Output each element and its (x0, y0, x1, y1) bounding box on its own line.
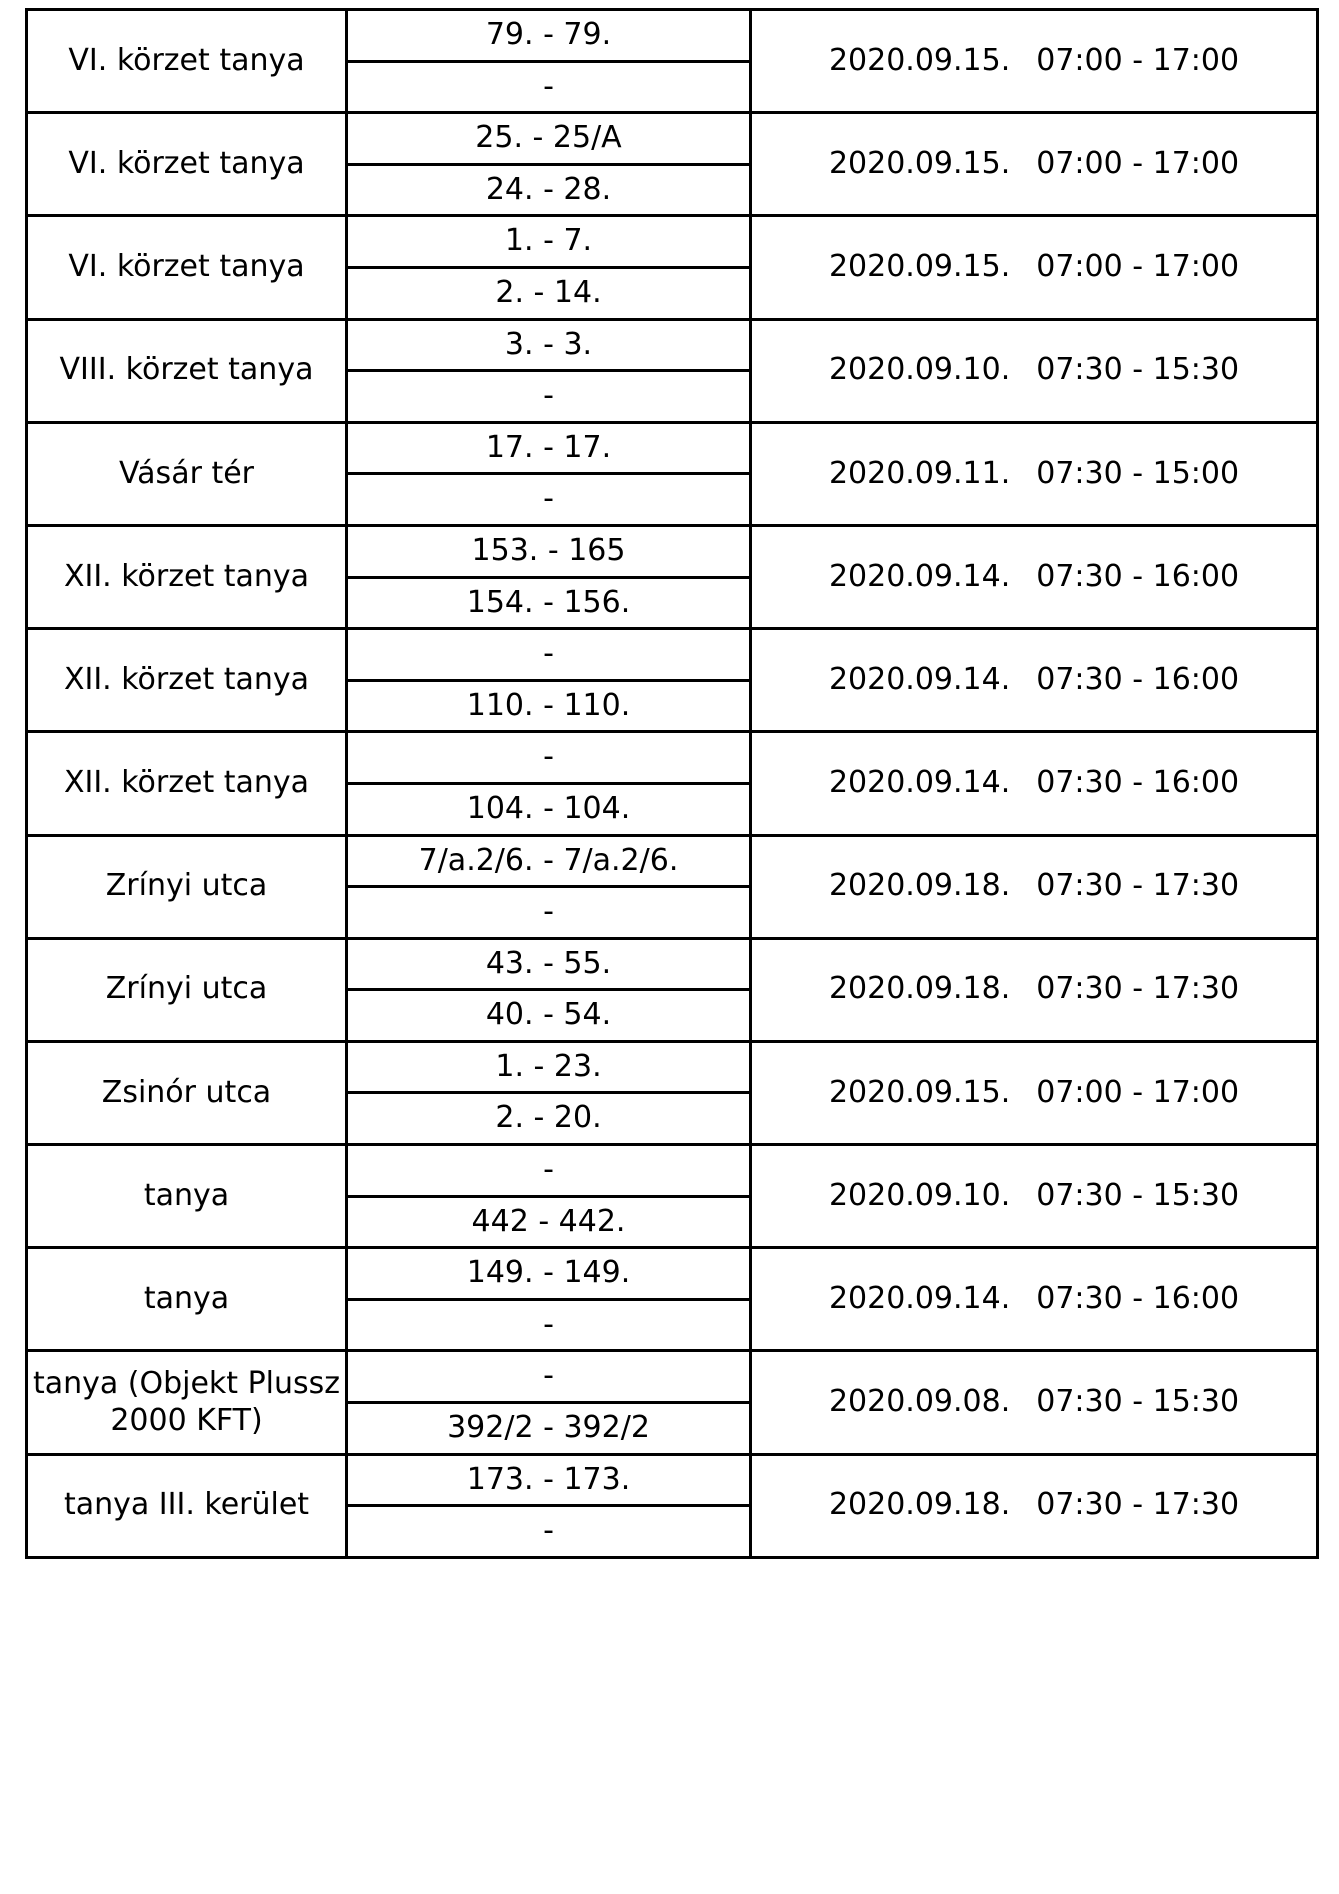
service-time-range: 07:30 - 15:30 (1036, 1384, 1240, 1420)
cell-house-numbers (347, 1041, 751, 1144)
cell-date-time (751, 1041, 1318, 1144)
table-row (27, 629, 1318, 732)
cell-place: Zsinór utca (27, 1041, 347, 1144)
table-row (27, 1351, 1318, 1454)
table-row (27, 113, 1318, 216)
table-row (27, 422, 1318, 525)
service-time-range: 07:30 - 15:30 (1036, 352, 1240, 388)
cell-place: XII. körzet tanya (27, 629, 347, 732)
cell-place: VI. körzet tanya (27, 10, 347, 113)
service-date: 2020.09.11. (828, 455, 1011, 491)
table-row (27, 1041, 1318, 1144)
house-numbers-odd: 149. - 149. (348, 1249, 749, 1301)
service-time-range: 07:30 - 17:30 (1036, 1487, 1240, 1523)
table-row (27, 216, 1318, 319)
cell-place: Vásár tér (27, 422, 347, 525)
service-time-range: 07:00 - 17:00 (1036, 1074, 1240, 1110)
service-date: 2020.09.15. (828, 1074, 1011, 1110)
service-date: 2020.09.14. (828, 661, 1011, 697)
cell-date-time (751, 1454, 1318, 1557)
service-date: 2020.09.15. (828, 42, 1011, 78)
cell-house-numbers (347, 1351, 751, 1454)
cell-place: VI. körzet tanya (27, 216, 347, 319)
cell-date-time (751, 1248, 1318, 1351)
cell-place: tanya (27, 1145, 347, 1248)
cell-house-numbers (347, 938, 751, 1041)
house-numbers-odd: 3. - 3. (348, 321, 749, 373)
house-numbers-odd: 1. - 23. (348, 1043, 749, 1095)
house-numbers-odd: - (348, 1352, 749, 1404)
service-date: 2020.09.14. (828, 558, 1011, 594)
table-row (27, 10, 1318, 113)
house-numbers-odd: - (348, 733, 749, 785)
service-date: 2020.09.10. (828, 352, 1011, 388)
schedule-table (25, 8, 1319, 1559)
house-numbers-even: - (543, 68, 554, 104)
house-numbers-even: 24. - 28. (485, 171, 612, 207)
cell-date-time (751, 938, 1318, 1041)
service-time-range: 07:30 - 15:30 (1036, 1177, 1240, 1213)
house-numbers-odd: 7/a.2/6. - 7/a.2/6. (348, 837, 749, 889)
service-date: 2020.09.15. (828, 249, 1011, 285)
service-time-range: 07:30 - 17:30 (1036, 971, 1240, 1007)
cell-place: tanya (27, 1248, 347, 1351)
service-date: 2020.09.10. (828, 1177, 1011, 1213)
house-numbers-even: - (543, 481, 554, 517)
cell-place: tanya III. kerület (27, 1454, 347, 1557)
service-time-range: 07:30 - 17:30 (1036, 868, 1240, 904)
house-numbers-odd: 17. - 17. (348, 424, 749, 476)
service-date: 2020.09.18. (828, 1487, 1011, 1523)
cell-house-numbers (347, 1145, 751, 1248)
cell-house-numbers (347, 1454, 751, 1557)
cell-date-time (751, 10, 1318, 113)
table-row (27, 938, 1318, 1041)
cell-house-numbers (347, 1248, 751, 1351)
table-row (27, 319, 1318, 422)
cell-place: VI. körzet tanya (27, 113, 347, 216)
service-date: 2020.09.18. (828, 971, 1011, 1007)
service-time-range: 07:00 - 17:00 (1036, 249, 1240, 285)
cell-place: VIII. körzet tanya (27, 319, 347, 422)
cell-house-numbers (347, 835, 751, 938)
cell-place: tanya (Objekt Plussz 2000 KFT) (27, 1351, 347, 1454)
cell-house-numbers (347, 732, 751, 835)
house-numbers-even: 40. - 54. (485, 997, 612, 1033)
cell-date-time (751, 216, 1318, 319)
house-numbers-even: - (543, 894, 554, 930)
service-time-range: 07:30 - 16:00 (1036, 1281, 1240, 1317)
service-time-range: 07:00 - 17:00 (1036, 42, 1240, 78)
house-numbers-even: - (543, 1306, 554, 1342)
service-date: 2020.09.18. (828, 868, 1011, 904)
cell-house-numbers (347, 216, 751, 319)
service-time-range: 07:30 - 16:00 (1036, 558, 1240, 594)
service-time-range: 07:30 - 15:00 (1036, 455, 1240, 491)
cell-place: XII. körzet tanya (27, 525, 347, 628)
service-date: 2020.09.15. (828, 145, 1011, 181)
house-numbers-odd: 153. - 165 (348, 527, 749, 579)
service-date: 2020.09.14. (828, 1281, 1011, 1317)
table-row (27, 525, 1318, 628)
house-numbers-odd: - (348, 1146, 749, 1198)
service-time-range: 07:00 - 17:00 (1036, 145, 1240, 181)
cell-date-time (751, 422, 1318, 525)
cell-date-time (751, 113, 1318, 216)
cell-house-numbers (347, 525, 751, 628)
cell-house-numbers (347, 319, 751, 422)
cell-date-time (751, 732, 1318, 835)
house-numbers-odd: 43. - 55. (348, 940, 749, 992)
table-row (27, 1145, 1318, 1248)
house-numbers-even: 442 - 442. (471, 1203, 626, 1239)
table-row (27, 835, 1318, 938)
house-numbers-even: - (543, 378, 554, 414)
cell-place: Zrínyi utca (27, 835, 347, 938)
cell-date-time (751, 319, 1318, 422)
table-row (27, 1454, 1318, 1557)
cell-house-numbers (347, 629, 751, 732)
house-numbers-odd: 1. - 7. (348, 217, 749, 269)
table-row (27, 732, 1318, 835)
cell-date-time (751, 629, 1318, 732)
schedule-table-body (27, 10, 1318, 1558)
service-date: 2020.09.08. (828, 1384, 1011, 1420)
house-numbers-even: 110. - 110. (466, 687, 631, 723)
cell-house-numbers (347, 10, 751, 113)
service-time-range: 07:30 - 16:00 (1036, 765, 1240, 801)
cell-date-time (751, 525, 1318, 628)
house-numbers-even: 2. - 20. (495, 1100, 602, 1136)
cell-date-time (751, 835, 1318, 938)
house-numbers-even: 2. - 14. (495, 274, 602, 310)
house-numbers-even: 104. - 104. (466, 790, 631, 826)
cell-date-time (751, 1351, 1318, 1454)
house-numbers-even: - (543, 1513, 554, 1549)
house-numbers-even: 154. - 156. (466, 584, 631, 620)
house-numbers-even: 392/2 - 392/2 (447, 1410, 650, 1446)
house-numbers-odd: - (348, 630, 749, 682)
cell-house-numbers (347, 113, 751, 216)
cell-date-time (751, 1145, 1318, 1248)
cell-house-numbers (347, 422, 751, 525)
service-time-range: 07:30 - 16:00 (1036, 661, 1240, 697)
table-row (27, 1248, 1318, 1351)
house-numbers-odd: 25. - 25/A (348, 114, 749, 166)
house-numbers-odd: 79. - 79. (348, 11, 749, 63)
house-numbers-odd: 173. - 173. (348, 1456, 749, 1508)
service-date: 2020.09.14. (828, 765, 1011, 801)
cell-place: Zrínyi utca (27, 938, 347, 1041)
cell-place: XII. körzet tanya (27, 732, 347, 835)
